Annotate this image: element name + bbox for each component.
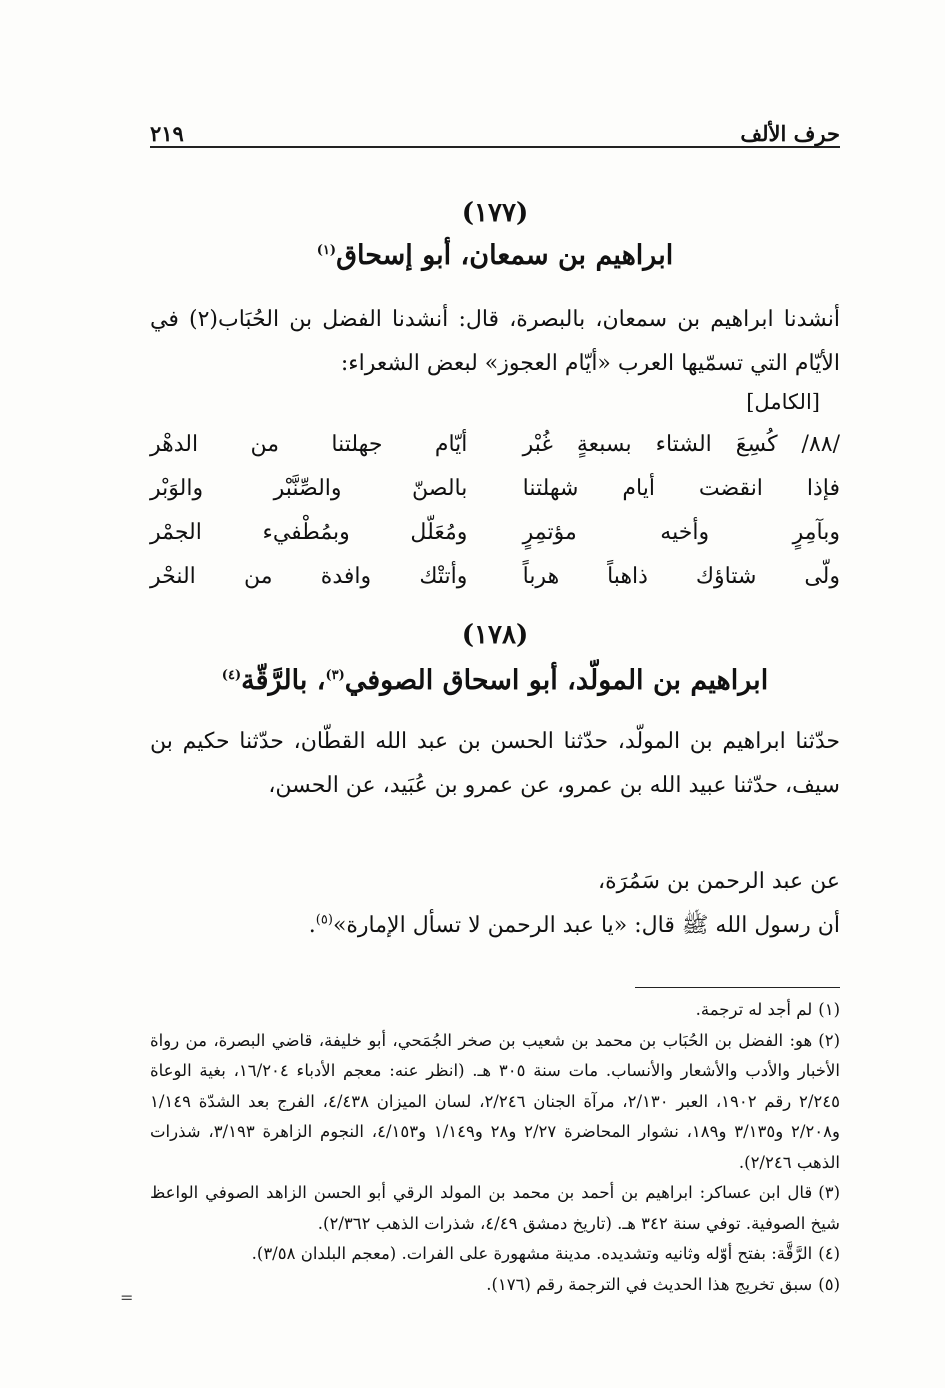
book-page [150, 100, 840, 1330]
footnote-text: قال ابن عساكر: ابراهيم بن أحمد بن محمد بن المولد الرقي أبو الحسن الزاهد الصوفي الواعظ شيخ الصوفية. توفي سنة ٣٤٢ هـ. (تاريخ دمشق ٤/٤٩، شذرات الذهب ٢/٣٦٢). [150, 1183, 840, 1233]
entry-title-177 [150, 240, 840, 271]
entry-number-177: (١٧٧) [461, 198, 529, 228]
footnote-text: لم أجد له ترجمة. [695, 1000, 813, 1019]
footnote [150, 1270, 840, 1301]
entry-title-178 [150, 665, 840, 696]
entry-title-text: ابراهيم بن المولّد، أبو اسحاق الصوفي [344, 665, 769, 696]
header-rule [150, 146, 840, 148]
footnote-text: هو: الفضل بن الحُبَاب بن محمد بن شعيب بن صخر الجُمَحي، أبو خليفة، قاضي البصرة، من رواة الأخبار والأدب والأشعار والأنساب. مات سنة ٣٠٥ هـ. (انظر عنه: معجم الأدباء ١٦/٢٠٤، بغية الوعاة ٢/٢٤٥ رقم ١٩٠٢، العبر ٢/١٣٠، مرآة الجنان ٢/٢٤٦، لسان الميزان ٤/٤٣٨، الفرج بعد الشدّة ١/١٤٩ و٢/٢٠٨ و٣/١٣٥ و١٨٩، نشوار المحاضرة ٢/٢٧ و٢٨ و١/١٤٩ و٤/١٥٣، النجوم الزاهرة ٣/١٩٣، شذرات الذهب ٢/٢٤٦). [150, 1030, 841, 1172]
verse-first-hemistich: فإذا انقضت أيام شهلتنا [522, 476, 840, 501]
hadith-line: أن رسول الله ﷺ قال: «يا عبد الرحمن لا تسأل الإمارة»$^{(٥)}$. [308, 912, 840, 938]
entry-text-178: حدّثنا ابراهيم بن المولّد، حدّثنا الحسن بن عبد الله القطّان، حدّثنا حكيم بن سيف، حدّثنا عبيد الله بن عمرو، عن عمرو بن عُبَيد، عن الحسن، [150, 729, 840, 798]
verse-first-hemistich: وبآمِرٍ وأخيه مؤتمِرٍ [522, 520, 840, 545]
running-head [150, 112, 840, 146]
footnote [150, 1239, 840, 1270]
verse-second-hemistich: أيّام جهلتنا من الدهْر [150, 432, 468, 457]
footnote-number: (٤) [818, 1244, 840, 1263]
page-number: ٢١٩ [150, 121, 184, 146]
footnote [150, 1178, 840, 1239]
footnote-number: (٢) [818, 1030, 840, 1050]
verse-line [150, 423, 840, 467]
footnote-number: (٥) [818, 1274, 840, 1294]
entry-number-178: (١٧٨) [461, 620, 529, 650]
entry-title-text: ابراهيم بن سمعان، أبو إسحاق [336, 240, 674, 271]
verse-second-hemistich: وأتتْك وافدة من النحْر [150, 564, 468, 589]
hadith-text: أن رسول الله ﷺ قال: «يا عبد الرحمن لا تسأل الإمارة» [332, 913, 840, 938]
footnote-ref: (٥) [315, 912, 333, 928]
footnote-ref: (١) [316, 243, 337, 258]
footnote [150, 995, 840, 1026]
poetic-meter: [الكامل] [746, 390, 820, 414]
isnad-line: عن عبد الرحمن بن سَمُرَة، [598, 869, 840, 894]
footnote-text: الرَّقَّة: بفتح أوّله وثانيه وتشديده. مدينة مشهورة على الفرات. (معجم البلدان ٣/٥٨). [251, 1244, 813, 1263]
entry-title-place: ، بالرَّقّة [241, 665, 326, 696]
verse-first-hemistich: ولّى شتاؤك ذاهباً هرباً [522, 564, 840, 589]
footnote-separator [635, 987, 840, 988]
footnote-number: (١) [818, 1000, 840, 1019]
poem [150, 423, 840, 599]
footnotes [150, 995, 840, 1300]
margin-mark: = [120, 1288, 134, 1307]
verse-line [150, 511, 840, 555]
footnote-ref: (٣) [325, 668, 345, 683]
chapter-heading: حرف الألف [740, 121, 840, 146]
footnote-ref: (٤) [221, 668, 242, 683]
entry-intro-177: أنشدنا ابراهيم بن سمعان، بالبصرة، قال: أنشدنا الفضل بن الحُبَاب(٢) في الأيّام التي تسمّيها العرب «أيّام العجوز» لبعض الشعراء: [150, 307, 840, 376]
verse-line [150, 467, 840, 511]
verse-first-hemistich: /٨٨/ كُسِعَ الشتاء بسبعةٍ غُبْر [522, 432, 840, 457]
footnote-number: (٣) [818, 1183, 840, 1202]
verse-second-hemistich: بالصنّ والصِّنَّبْر والوَبْر [150, 476, 468, 501]
footnote-text: سبق تخريج هذا الحديث في الترجمة رقم (١٧٦). [486, 1274, 813, 1294]
verse-second-hemistich: ومُعَلّل وبمُطْفيء الجمْر [150, 520, 468, 545]
footnote [150, 1026, 840, 1179]
verse-line [150, 555, 840, 599]
